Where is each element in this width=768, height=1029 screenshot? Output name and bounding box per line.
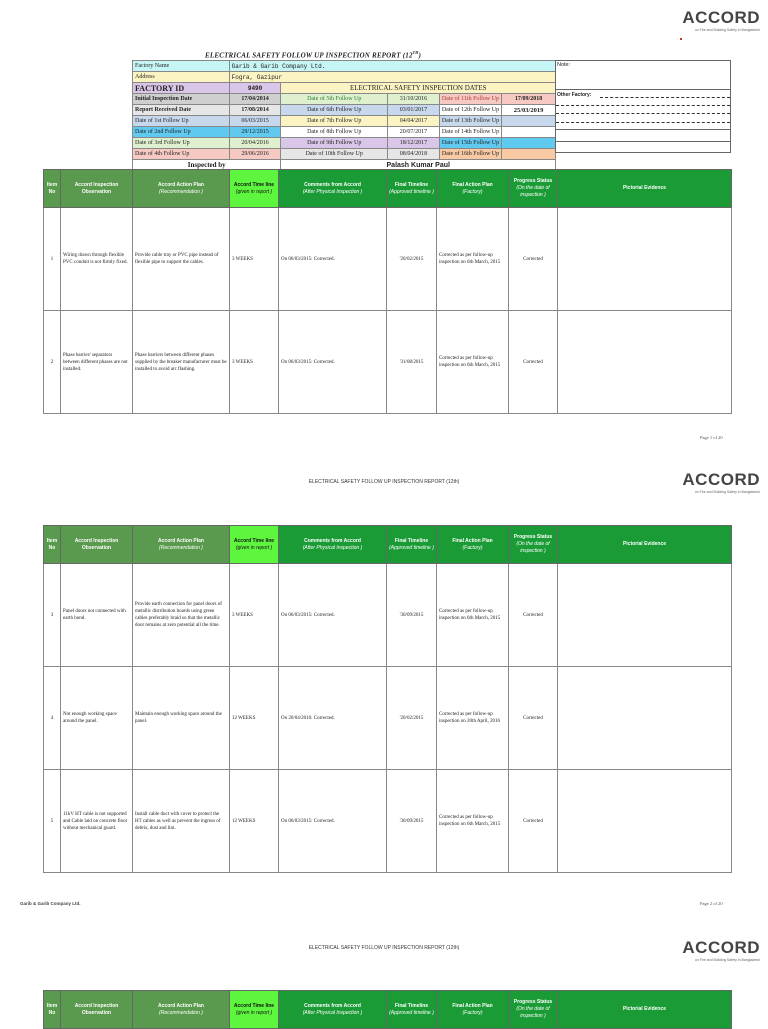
table-header-row (44, 526, 732, 564)
date-label-8: Date of 8th Follow Up (281, 127, 388, 138)
report-title: ELECTRICAL SAFETY FOLLOW UP INSPECTION REPORT (12TH) (205, 50, 422, 60)
table-row (44, 667, 732, 770)
date-value-f2: 29/12/2015 (229, 127, 281, 138)
col-item-no: Item No (44, 170, 61, 208)
final-plan: Corrected as per follow-up inspection on 20th April, 2016 (437, 667, 509, 770)
table-header-row (44, 991, 732, 1029)
accord-logo-text: ACCORD (682, 8, 760, 27)
col-timeline: Accord Time line (given in report ) (230, 991, 279, 1029)
action-plan: Provide cable tray or PVC pipe instead of flexible pipe to support the cables. (133, 208, 230, 311)
pictorial-evidence (558, 770, 732, 873)
col-evidence: Pictorial Evidence (558, 170, 732, 208)
accord-logo (670, 470, 760, 494)
dash-line (600, 97, 730, 98)
col-final-plan: Final Action Plan (Factory) (437, 991, 509, 1029)
date-value-2: 17/08/2014 (229, 105, 281, 116)
item-no: 2 (44, 311, 61, 414)
col-observation: Accord Inspection Observation (61, 526, 133, 564)
note-label: Note: (557, 62, 571, 68)
dash-line (556, 122, 730, 123)
comment: On 06/03/2015: Corrected. (279, 564, 387, 667)
accord-tagline: on Fire and Building Safety in Bangladesh (694, 958, 760, 962)
dates-heading: ELECTRICAL SAFETY INSPECTION DATES (281, 83, 556, 94)
col-item-no: Item No (44, 526, 61, 564)
date-label-f3: Date of 3rd Follow Up (133, 138, 230, 149)
timeline: 3 WEEKS (230, 311, 279, 414)
factory-name-label: Factory Name (133, 61, 230, 72)
col-observation: Accord Inspection Observation (61, 991, 133, 1029)
note-box (555, 60, 731, 153)
col-progress: Progress Status (On the date of inspection ) (509, 991, 558, 1029)
progress-status: Corrected (509, 770, 558, 873)
inspector-name: Palash Kumar Paul (281, 160, 556, 171)
date-label-15: Date of 15th Follow Up (439, 138, 501, 149)
observation: Wiring drawn through flexible PVC conduit is not firmly fixed. (61, 208, 133, 311)
final-plan: Corrected as per follow-up inspection on 6th March, 2015 (437, 311, 509, 414)
progress-status: Corrected (509, 667, 558, 770)
final-plan: Corrected as per follow-up inspection on 6th March, 2015 (437, 208, 509, 311)
item-no: 4 (44, 667, 61, 770)
col-evidence: Pictorial Evidence (558, 991, 732, 1029)
comment: On 06/03/2015: Corrected. (279, 770, 387, 873)
timeline: 3 WEEKS (230, 208, 279, 311)
date-value-15 (502, 138, 556, 149)
pictorial-evidence (558, 667, 732, 770)
date-label-f2: Date of 2nd Follow Up (133, 127, 230, 138)
col-timeline: Accord Time line (given in report ) (230, 170, 279, 208)
item-no: 1 (44, 208, 61, 311)
final-timeline: '20/02/2015 (387, 208, 437, 311)
date-label-13: Date of 13th Follow Up (439, 116, 501, 127)
accord-tagline: on Fire and Building Safety in Bangladesh (694, 490, 760, 494)
final-plan: Corrected as per follow-up inspection on 6th March, 2015 (437, 770, 509, 873)
accord-tagline: on Fire and Building Safety in Bangladesh (694, 28, 760, 32)
page-number: Page 1 of 20 (700, 435, 723, 440)
date-value-12: 25/03/2019 (502, 105, 556, 116)
action-plan: Provide earth connection for panel doors of metallic distribution boards using green cables preferably braid so that the metallic door remains at zero potential all the time. (133, 564, 230, 667)
comment: On 06/03/2015: Corrected. (279, 311, 387, 414)
pictorial-evidence (558, 311, 732, 414)
progress-status: Corrected (509, 208, 558, 311)
inspected-by-label: Inspected by (133, 160, 281, 171)
col-final-plan: Final Action Plan (Factory) (437, 170, 509, 208)
timeline: 3 WEEKS (230, 564, 279, 667)
date-label-f1: Date of 1st Follow Up (133, 116, 230, 127)
dash-line (556, 105, 730, 106)
date-value-f1: 06/03/2015 (229, 116, 281, 127)
col-final-plan: Final Action Plan (Factory) (437, 526, 509, 564)
progress-status: Corrected (509, 311, 558, 414)
col-comments: Comments from Accord (After Physical Inspection ) (279, 526, 387, 564)
timeline: 12 WEEKS (230, 770, 279, 873)
col-progress: Progress Status (On the date of inspection ) (509, 170, 558, 208)
factory-id-label: FACTORY ID (133, 83, 230, 94)
date-value-7: 04/04/2017 (388, 116, 440, 127)
date-label-9: Date of 9th Follow Up (281, 138, 388, 149)
date-value-5: 31/10/2016 (388, 94, 440, 105)
final-timeline: '31/08/2015 (387, 311, 437, 414)
address-label: Address (133, 72, 230, 83)
date-value-14 (502, 127, 556, 138)
observation: Phase barrier/ separators between different phases are not installed. (61, 311, 133, 414)
date-value-11: 17/09/2018 (502, 94, 556, 105)
col-item-no: Item No (44, 991, 61, 1029)
findings-table-page1 (43, 169, 732, 414)
accord-logo (670, 938, 760, 962)
date-value-13 (502, 116, 556, 127)
timeline: 12 WEEKS (230, 667, 279, 770)
date-value-8: 20/07/2017 (388, 127, 440, 138)
date-label-6: Date of 6th Follow Up (281, 105, 388, 116)
col-action-plan: Accord Action Plan (Recommendation ) (133, 991, 230, 1029)
pictorial-evidence (558, 208, 732, 311)
page-header: ELECTRICAL SAFETY FOLLOW UP INSPECTION REPORT (12th) (308, 945, 460, 951)
page-number: Page 2 of 20 (700, 901, 723, 906)
action-plan: Phase barriers between different phases supplied by the breaker manufacturer must be installed to avoid arc flashing. (133, 311, 230, 414)
accord-logo (670, 8, 760, 32)
findings-table-page2 (43, 525, 732, 873)
observation: Not enough working space around the panel. (61, 667, 133, 770)
date-value-f3: 20/04/2016 (229, 138, 281, 149)
date-label-1: Initial Inspection Date (133, 94, 230, 105)
pictorial-evidence (558, 564, 732, 667)
table-row (44, 208, 732, 311)
findings-table-page3 (43, 990, 732, 1029)
date-label-7: Date of 7th Follow Up (281, 116, 388, 127)
col-final-timeline: Final Timeline (Approved timeline ) (387, 170, 437, 208)
other-factory-label: Other Factory: (557, 92, 592, 98)
logo-dot (680, 38, 682, 40)
col-evidence: Pictorial Evidence (558, 526, 732, 564)
col-action-plan: Accord Action Plan (Recommendation ) (133, 526, 230, 564)
comment: On 20/04/2016: Corrected. (279, 667, 387, 770)
date-value-10: 08/04/2018 (388, 149, 440, 160)
item-no: 5 (44, 770, 61, 873)
col-progress: Progress Status (On the date of inspection ) (509, 526, 558, 564)
table-header-row (44, 170, 732, 208)
date-value-6: 03/01/2017 (388, 105, 440, 116)
item-no: 3 (44, 564, 61, 667)
col-comments: Comments from Accord (After Physical Inspection ) (279, 991, 387, 1029)
accord-logo-text: ACCORD (682, 938, 760, 957)
date-value-16 (502, 149, 556, 160)
date-label-10: Date of 10th Follow Up (281, 149, 388, 160)
table-row (44, 311, 732, 414)
date-label-14: Date of 14th Follow Up (439, 127, 501, 138)
date-value-f4: 29/06/2016 (229, 149, 281, 160)
factory-info-table (132, 60, 556, 171)
table-row (44, 770, 732, 873)
col-final-timeline: Final Timeline (Approved timeline ) (387, 991, 437, 1029)
final-timeline: '20/02/2015 (387, 667, 437, 770)
progress-status: Corrected (509, 564, 558, 667)
final-plan: Corrected as per follow-up inspection on 6th March, 2015 (437, 564, 509, 667)
col-comments: Comments from Accord (After Physical Inspection ) (279, 170, 387, 208)
date-label-16: Date of 16th Follow Up (439, 149, 501, 160)
col-final-timeline: Final Timeline (Approved timeline ) (387, 526, 437, 564)
footer-company: Garib & Garib Company Ltd. (20, 901, 81, 906)
final-timeline: '30/09/2015 (387, 770, 437, 873)
date-label-2: Report Received Date (133, 105, 230, 116)
col-action-plan: Accord Action Plan (Recommendation ) (133, 170, 230, 208)
col-timeline: Accord Time line (given in report ) (230, 526, 279, 564)
date-label-12: Date of 12th Follow Up (439, 105, 501, 116)
observation: Panel doors not connected with earth bond. (61, 564, 133, 667)
factory-name-value: Garib & Garib Company Ltd. (229, 61, 555, 72)
date-value-9: 18/12/2017 (388, 138, 440, 149)
col-observation: Accord Inspection Observation (61, 170, 133, 208)
date-label-5: Date of 5th Follow Up (281, 94, 388, 105)
accord-logo-text: ACCORD (682, 470, 760, 489)
observation: 11kV HT cable is not supported and Cable laid on concrete floor without mechanical guard. (61, 770, 133, 873)
final-timeline: '30/09/2015 (387, 564, 437, 667)
date-label-11: Date of 11th Follow Up (439, 94, 501, 105)
action-plan: Maintain enough working space around the panel. (133, 667, 230, 770)
table-row (44, 564, 732, 667)
comment: On 06/03/2015: Corrected. (279, 208, 387, 311)
dash-line (556, 113, 730, 114)
action-plan: Install cable duct with cover to protect the HT cables as well as prevent the ingress of debris, dust and lint. (133, 770, 230, 873)
address-value: Fogra, Gazipur (229, 72, 555, 83)
date-label-f4: Date of 4th Follow Up (133, 149, 230, 160)
factory-id-value: 9490 (229, 83, 281, 94)
page-header: ELECTRICAL SAFETY FOLLOW UP INSPECTION REPORT (12th) (308, 479, 460, 485)
date-value-1: 17/04/2014 (229, 94, 281, 105)
